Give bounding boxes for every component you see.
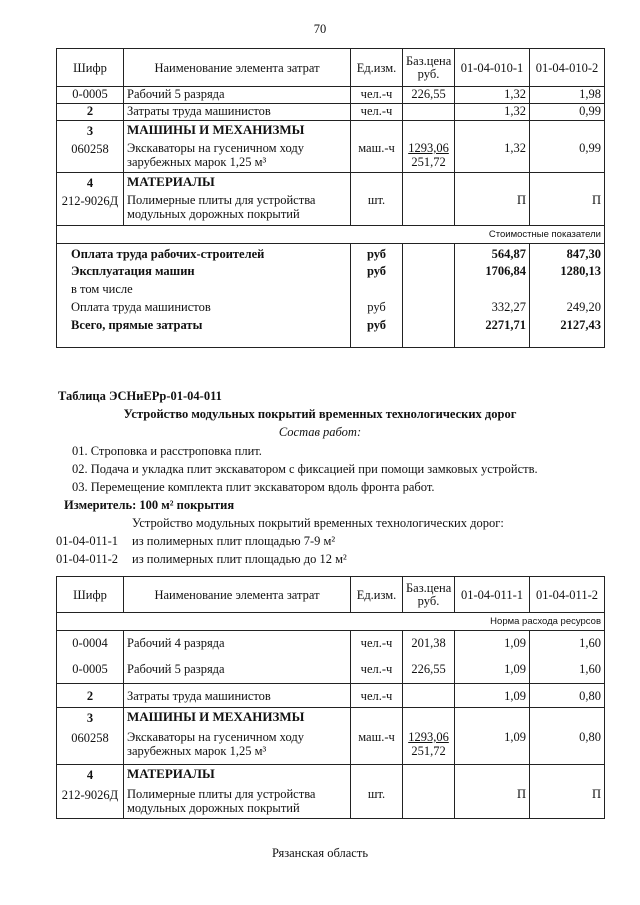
section-heading: Устройство модульных покрытий временных технологических дорог (123, 407, 517, 421)
cell-v1: 1,32 (455, 104, 530, 121)
cell-v1: 1,09 (504, 730, 526, 744)
work-step: 01. Строповка и расстроповка плит. (72, 444, 262, 458)
cost-name: Оплата труда рабочих-строителей (57, 244, 351, 264)
cell-name-cont: зарубежных марок 1,25 м³ (127, 155, 267, 169)
col-header-unit: Ед.изм. (351, 577, 403, 613)
table-row (57, 87, 605, 104)
col-header-name: Наименование элемента затрат (124, 49, 351, 87)
cell-name: Полимерные плиты для устройства (127, 193, 316, 207)
variants-description: Устройство модульных покрытий временных технологических дорог: (132, 516, 504, 530)
cost-v2: 249,20 (530, 300, 605, 318)
cell-price: 1293,06 (408, 730, 449, 744)
variant-code: 01-04-011-2 (56, 552, 119, 566)
cost-section-label: Стоимостные показатели (57, 226, 605, 244)
cost-v1: 2271,71 (455, 318, 530, 348)
cell-name: Экскаваторы на гусеничном ходу (127, 730, 304, 744)
col-header-v1: 01-04-011-1 (455, 577, 530, 613)
cell-v2: 1,60 (530, 656, 605, 684)
page-number: 70 (313, 22, 327, 36)
work-step: 03. Перемещение комплекта плит экскаватором вдоль фронта работ. (72, 480, 435, 494)
cell-code: 2 (57, 684, 124, 708)
col-header-v1: 01-04-010-1 (455, 49, 530, 87)
cell-price: 226,55 (403, 87, 455, 104)
cell-price: 201,38 (403, 631, 455, 656)
cell-price (403, 104, 455, 121)
cell-code: 2 (57, 104, 124, 121)
col-header-price: Баз.цена руб. (403, 49, 455, 87)
section-materials-row (57, 765, 605, 819)
cell-v1: П (516, 193, 526, 207)
cell-v1: 1,09 (455, 656, 530, 684)
cell-name-cont: модульных дорожных покрытий (127, 207, 300, 221)
cost-row (57, 264, 605, 282)
cost-row (57, 318, 605, 348)
cell-code: 0-0004 (57, 631, 124, 656)
cell-unit: маш.-ч (358, 730, 395, 744)
cell-price: 1293,06 (408, 141, 449, 155)
cell-v2: 1,98 (530, 87, 605, 104)
col-header-name: Наименование элемента затрат (124, 577, 351, 613)
table-row (57, 631, 605, 656)
cost-row (57, 300, 605, 318)
col-header-price: Баз.цена руб. (403, 577, 455, 613)
section-materials-row (57, 173, 605, 226)
cost-v2: 847,30 (530, 244, 605, 264)
cell-v1: 1,09 (455, 684, 530, 708)
resource-table-2 (56, 576, 605, 819)
cost-row (57, 282, 605, 300)
variant-text: из полимерных плит площадью до 12 м² (132, 552, 347, 566)
cell-name-cont: модульных дорожных покрытий (127, 801, 300, 815)
section-number: 3 (86, 711, 94, 725)
cell-v2: 0,80 (579, 730, 601, 744)
cost-unit: руб (351, 264, 403, 282)
cell-unit: чел.-ч (351, 104, 403, 121)
section-title: МАТЕРИАЛЫ (127, 766, 215, 781)
table-row (57, 104, 605, 121)
cell-unit: чел.-ч (351, 631, 403, 656)
cell-v2: П (591, 787, 601, 801)
cell-unit: шт. (367, 787, 386, 801)
cost-v2: 2127,43 (530, 318, 605, 348)
col-header-code: Шифр (57, 49, 124, 87)
col-header-unit: Ед.изм. (351, 49, 403, 87)
measure-unit: Измеритель: 100 м² покрытия (64, 498, 235, 512)
cell-name: Затраты труда машинистов (124, 684, 351, 708)
cell-unit: шт. (367, 193, 386, 207)
section-number: 4 (86, 768, 94, 782)
cell-v2: 1,60 (530, 631, 605, 656)
cell-code: 212-9026Д (61, 788, 119, 802)
table-row (57, 656, 605, 684)
section-machines-row (57, 121, 605, 173)
cell-v1: П (516, 787, 526, 801)
table-title: Таблица ЭСНиЕРр-01-04-011 (58, 389, 222, 403)
cell-unit: чел.-ч (351, 684, 403, 708)
table-header-row (57, 577, 605, 613)
col-header-v2: 01-04-010-2 (530, 49, 605, 87)
col-header-v2: 01-04-011-2 (530, 577, 605, 613)
cost-name: Эксплуатация машин (57, 264, 351, 282)
cell-v2: 0,80 (530, 684, 605, 708)
cost-v1: 564,87 (455, 244, 530, 264)
variant-text: из полимерных плит площадью 7-9 м² (132, 534, 336, 548)
table-header-row (57, 49, 605, 87)
cost-name: в том числе (57, 282, 351, 300)
section-machines-row (57, 708, 605, 765)
cell-v2: П (591, 193, 601, 207)
cost-label-row (57, 226, 605, 244)
cell-name: Рабочий 5 разряда (124, 656, 351, 684)
page-footer: Рязанская область (271, 846, 369, 860)
cell-unit: чел.-ч (351, 656, 403, 684)
cell-price-2: 251,72 (411, 155, 446, 169)
cell-code: 212-9026Д (61, 194, 119, 208)
cell-price-2: 251,72 (411, 744, 446, 758)
cost-v2: 1280,13 (530, 264, 605, 282)
cost-unit: руб (351, 244, 403, 264)
cost-v1: 1706,84 (455, 264, 530, 282)
table-row (57, 684, 605, 708)
cost-unit: руб (351, 318, 403, 348)
cell-price: 226,55 (403, 656, 455, 684)
cell-name: Затраты труда машинистов (124, 104, 351, 121)
cell-name: Экскаваторы на гусеничном ходу (127, 141, 304, 155)
cell-name-cont: зарубежных марок 1,25 м³ (127, 744, 267, 758)
cost-row (57, 244, 605, 264)
cell-unit: чел.-ч (351, 87, 403, 104)
section-number: 4 (86, 176, 94, 190)
cost-name: Всего, прямые затраты (57, 318, 351, 348)
cell-v1: 1,09 (455, 631, 530, 656)
composition-label: Состав работ: (278, 425, 362, 439)
norm-section-label: Норма расхода ресурсов (57, 613, 605, 631)
cell-price (403, 684, 455, 708)
cell-name: Полимерные плиты для устройства (127, 787, 316, 801)
cell-code: 0-0005 (57, 656, 124, 684)
section-number: 3 (86, 124, 94, 138)
cell-name: Рабочий 4 разряда (124, 631, 351, 656)
cell-code: 060258 (71, 731, 109, 745)
cell-code: 0-0005 (57, 87, 124, 104)
cell-v1: 1,32 (504, 141, 526, 155)
norm-label-row (57, 613, 605, 631)
cell-code: 060258 (71, 142, 109, 156)
cell-v1: 1,32 (455, 87, 530, 104)
cost-v1: 332,27 (455, 300, 530, 318)
resource-table-1 (56, 48, 605, 348)
section-title: МАТЕРИАЛЫ (127, 174, 215, 189)
cost-name: Оплата труда машинистов (57, 300, 351, 318)
cost-unit: руб (351, 300, 403, 318)
section-title: МАШИНЫ И МЕХАНИЗМЫ (127, 709, 305, 724)
cell-name: Рабочий 5 разряда (124, 87, 351, 104)
variant-code: 01-04-011-1 (56, 534, 119, 548)
cell-unit: маш.-ч (358, 141, 395, 155)
cell-v2: 0,99 (530, 104, 605, 121)
work-step: 02. Подача и укладка плит экскаватором с фиксацией при помощи замковых устройств. (72, 462, 538, 476)
col-header-code: Шифр (57, 577, 124, 613)
cell-v2: 0,99 (579, 141, 601, 155)
section-title: МАШИНЫ И МЕХАНИЗМЫ (127, 122, 305, 137)
